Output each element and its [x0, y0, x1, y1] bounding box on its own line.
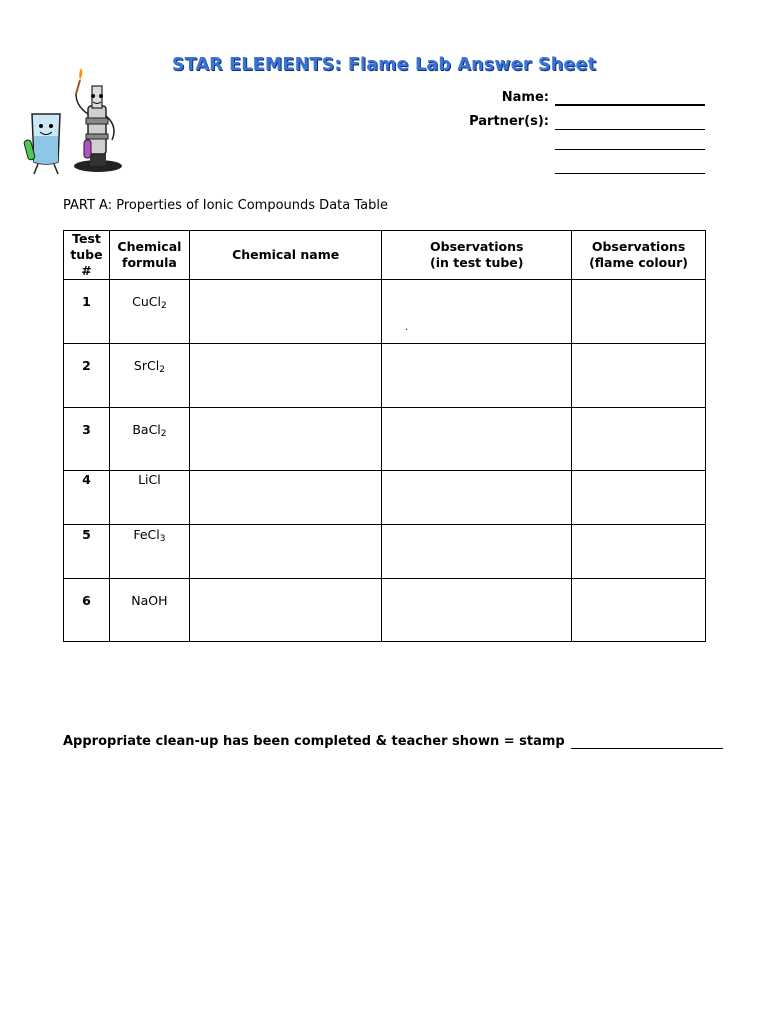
row-chemical-name-cell[interactable] [189, 579, 382, 642]
partners-blank-line-1[interactable] [555, 117, 705, 130]
row-chemical-name-cell[interactable] [189, 525, 382, 579]
header-chemical-name: Chemical name [189, 231, 382, 280]
row-chemical-name-cell[interactable] [189, 471, 382, 525]
row-obs-tube-cell[interactable] [382, 471, 572, 525]
header-test-tube-line1: Test [72, 231, 101, 246]
row-formula: BaCl$_2$ [109, 408, 189, 471]
table-row [64, 525, 706, 579]
row-obs-tube-cell[interactable] [382, 579, 572, 642]
table-row [64, 280, 706, 344]
row-formula: NaOH [109, 579, 189, 642]
row-obs-tube-cell[interactable] [382, 344, 572, 408]
partners-blank-line-2[interactable] [555, 149, 705, 150]
row-number: 1 [64, 280, 110, 344]
row-obs-flame-cell[interactable] [572, 344, 706, 408]
row-number: 5 [64, 525, 110, 579]
stray-mark: . [405, 322, 409, 333]
row-number: 3 [64, 408, 110, 471]
section-heading: PART A: Properties of Ionic Compounds Data Table [63, 198, 388, 213]
header-test-tube [64, 231, 110, 280]
row-chemical-name-cell[interactable] [189, 280, 382, 344]
table-row [64, 471, 706, 525]
header-obs-tube [382, 231, 572, 280]
row-obs-tube-cell[interactable] [382, 408, 572, 471]
lab-equipment-clipart [18, 66, 128, 178]
row-number: 6 [64, 579, 110, 642]
row-chemical-name-cell[interactable] [189, 408, 382, 471]
cleanup-text: Appropriate clean-up has been completed & teacher shown = stamp [63, 734, 565, 749]
row-number: 4 [64, 471, 110, 525]
row-obs-flame-cell[interactable] [572, 408, 706, 471]
row-number: 2 [64, 344, 110, 408]
header-formula [109, 231, 189, 280]
name-field [502, 86, 705, 106]
row-formula: SrCl$_2$ [109, 344, 189, 408]
table-row [64, 579, 706, 642]
header-obs-flame-line1: Observations [591, 239, 686, 254]
table-header-row [64, 231, 706, 280]
row-formula: LiCl [109, 471, 189, 525]
row-formula: FeCl$_3$ [109, 525, 189, 579]
name-label: Name: [501, 90, 549, 105]
partners-label: Partner(s): [469, 114, 549, 129]
row-obs-tube-cell[interactable] [382, 280, 572, 344]
partners-field [469, 110, 705, 130]
table-row [64, 408, 706, 471]
row-formula: CuCl$_2$ [109, 280, 189, 344]
name-blank-line[interactable] [555, 92, 705, 106]
header-obs-flame [572, 231, 706, 280]
stamp-blank-line[interactable] [571, 735, 723, 749]
data-table [63, 230, 706, 642]
header-test-tube-line3: # [81, 263, 92, 278]
page-title: STAR ELEMENTS: Flame Lab Answer Sheet [171, 55, 597, 75]
row-obs-flame-cell[interactable] [572, 525, 706, 579]
cleanup-statement [63, 734, 723, 749]
row-chemical-name-cell[interactable] [189, 344, 382, 408]
table-row [64, 344, 706, 408]
row-obs-flame-cell[interactable] [572, 579, 706, 642]
header-obs-tube-line2: (in test tube) [430, 255, 524, 270]
partners-blank-line-3[interactable] [555, 173, 705, 174]
row-obs-tube-cell[interactable] [382, 525, 572, 579]
header-formula-line1: Chemical [117, 239, 182, 254]
row-obs-flame-cell[interactable] [572, 280, 706, 344]
header-test-tube-line2: tube [70, 247, 103, 262]
row-obs-flame-cell[interactable] [572, 471, 706, 525]
header-formula-line2: formula [122, 255, 177, 270]
header-obs-tube-line1: Observations [430, 239, 524, 254]
header-obs-flame-line2: (flame colour) [589, 255, 688, 270]
